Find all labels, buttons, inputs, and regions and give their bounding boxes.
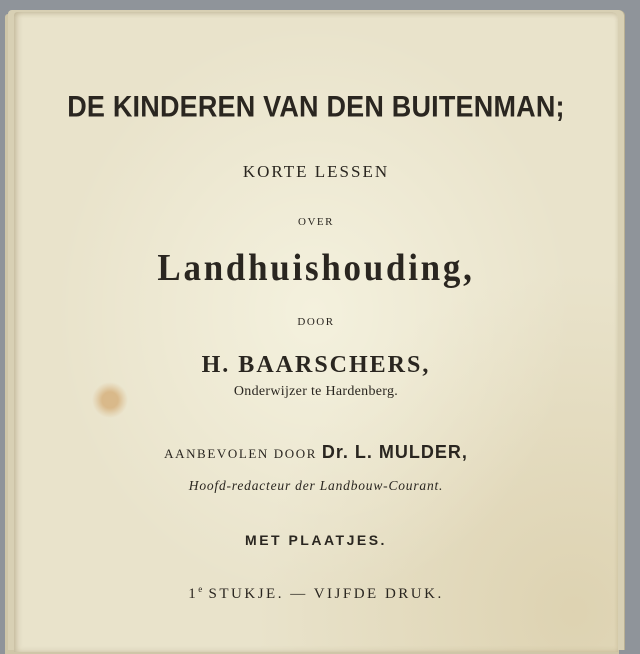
title-page: [14, 12, 618, 652]
illustrations-note: MET PLAATJES.: [245, 532, 387, 548]
over-word: OVER: [298, 216, 334, 228]
author-name: H. BAARSCHERS,: [201, 352, 431, 378]
edition-line: [14, 584, 618, 603]
recommender-name: Dr. L. MULDER,: [321, 442, 468, 462]
recommender-role: Hoofd-redacteur der Landbouw-Courant.: [188, 478, 444, 493]
door-word: DOOR: [297, 316, 335, 328]
book-title: DE KINDEREN VAN DEN BUITENMAN;: [67, 90, 565, 124]
edition-suffix: e: [198, 584, 203, 594]
recommended-prefix: AANBEVOLEN DOOR: [164, 446, 318, 461]
author-role: Onderwijzer te Hardenberg.: [233, 384, 399, 399]
book-subject: Landhuishouding,: [157, 247, 475, 289]
edition-number: 1: [188, 586, 199, 602]
edition-rest: STUKJE. — VIJFDE DRUK.: [202, 586, 444, 602]
book-subtitle: KORTE LESSEN: [242, 162, 390, 181]
recommendation-line: [14, 442, 618, 463]
